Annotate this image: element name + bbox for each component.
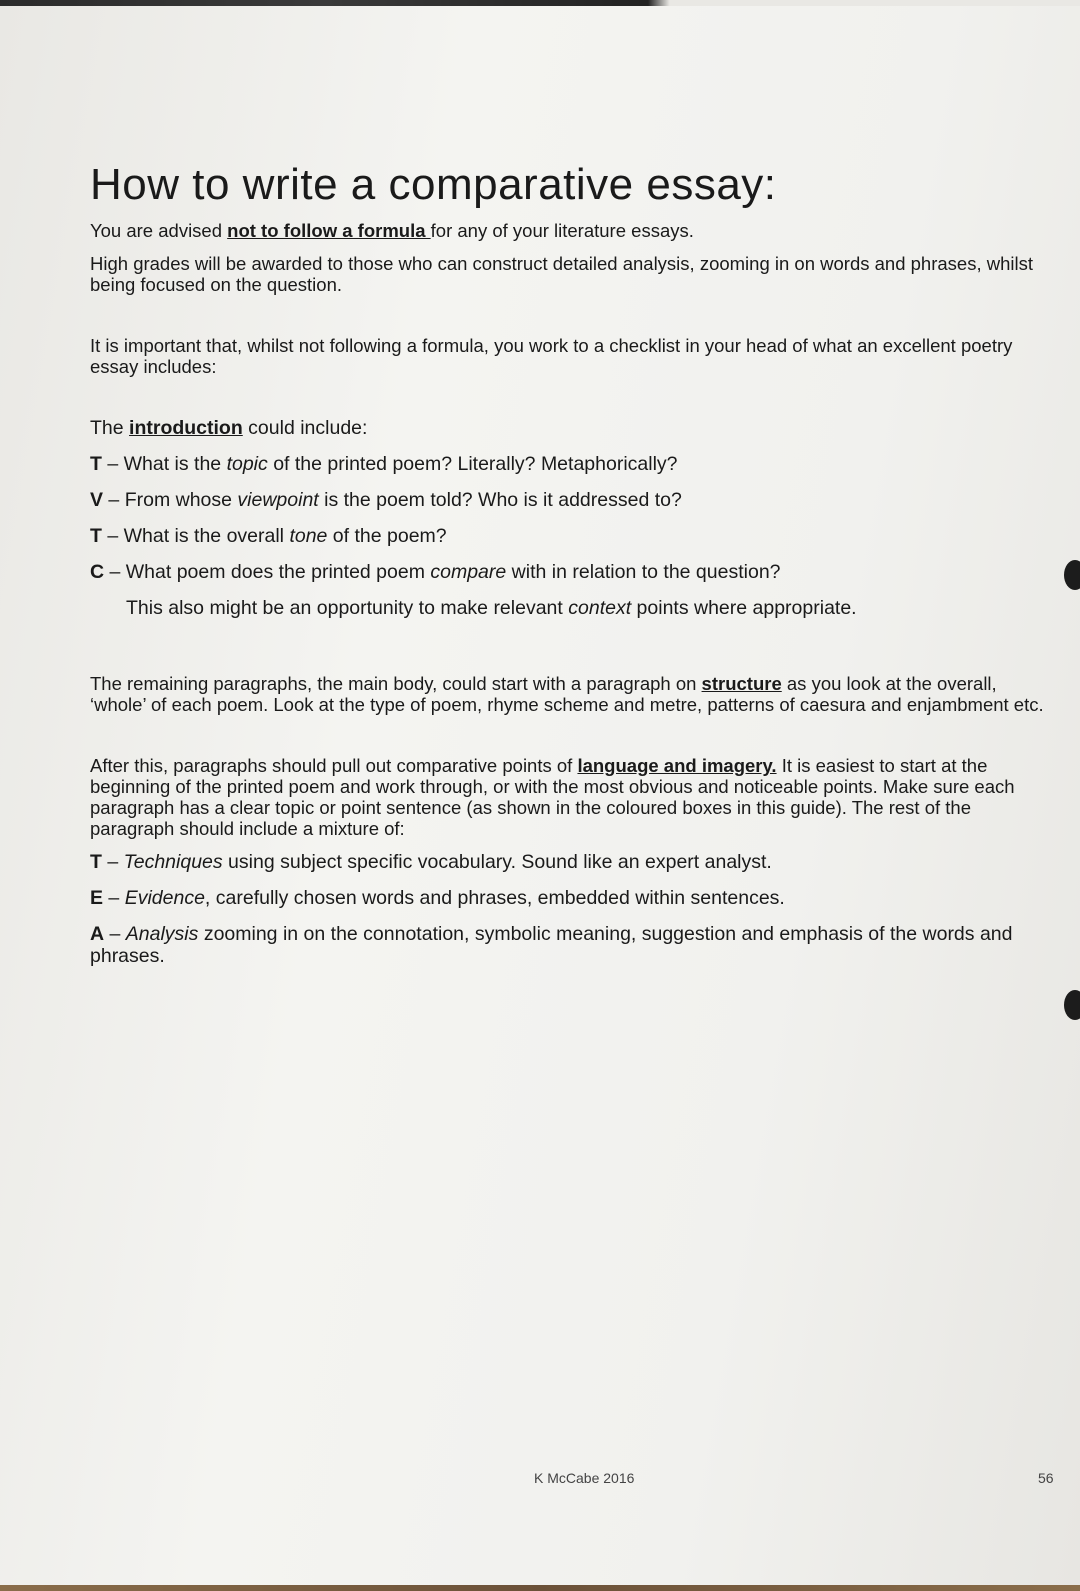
introduction-emphasis: introduction [129,417,243,439]
list-item: T – Techniques using subject specific vocabulary. Sound like an expert analyst. [90,851,772,873]
page-number: 56 [1038,1470,1054,1486]
punch-hole-lower [1064,990,1080,1020]
list-item: T – What is the overall tone of the poem? [90,525,447,547]
advice-emphasis: not to follow a formula [227,220,431,241]
structure-emphasis: structure [701,673,782,694]
list-item: A – Analysis zooming in on the connotation, symbolic meaning, suggestion and emphasis of the words and phrases. [90,923,1013,967]
page-top-edge [0,0,1080,6]
checklist-paragraph: It is important that, whilst not following a formula, you work to a checklist in your head of what an excellent poetry essay includes: [90,335,1013,377]
advice-line: You are advised not to follow a formula for any of your literature essays. [90,220,694,241]
page-title: How to write a comparative essay: [90,160,777,209]
tea-list [90,851,1055,967]
grades-paragraph: High grades will be awarded to those who can construct detailed analysis, zooming in on words and phrases, whilst being focused on the question. [90,253,1033,295]
introduction-list [90,453,1055,619]
document-content [90,160,1055,981]
introduction-heading: The introduction could include: [90,417,368,439]
structure-paragraph: The remaining paragraphs, the main body, could start with a paragraph on structure as you look at the overall, ‘whole’ of each poem. Look at the type of poem, rhyme scheme and metre, patterns of caesura and enjambment etc. [90,673,1044,715]
list-item: E – Evidence, carefully chosen words and phrases, embedded within sentences. [90,887,785,909]
page-bottom-edge [0,1585,1080,1591]
footer-author: K McCabe 2016 [534,1470,635,1486]
list-item: V – From whose viewpoint is the poem told? Who is it addressed to? [90,489,682,511]
context-note: This also might be an opportunity to make relevant context points where appropriate. [126,597,857,619]
language-emphasis: language and imagery. [577,755,777,776]
list-item: T – What is the topic of the printed poem? Literally? Metaphorically? [90,453,678,475]
list-item: C – What poem does the printed poem compare with in relation to the question? [90,561,781,583]
punch-hole-upper [1064,560,1080,590]
language-paragraph: After this, paragraphs should pull out comparative points of language and imagery. It is easiest to start at the beginning of the printed poem and work through, or with the most obvious and noticeable points. Make sure each paragraph has a clear topic or point sentence (as shown in the coloured boxes in this guide). The rest of the paragraph should include a mixture of: [90,755,1015,839]
